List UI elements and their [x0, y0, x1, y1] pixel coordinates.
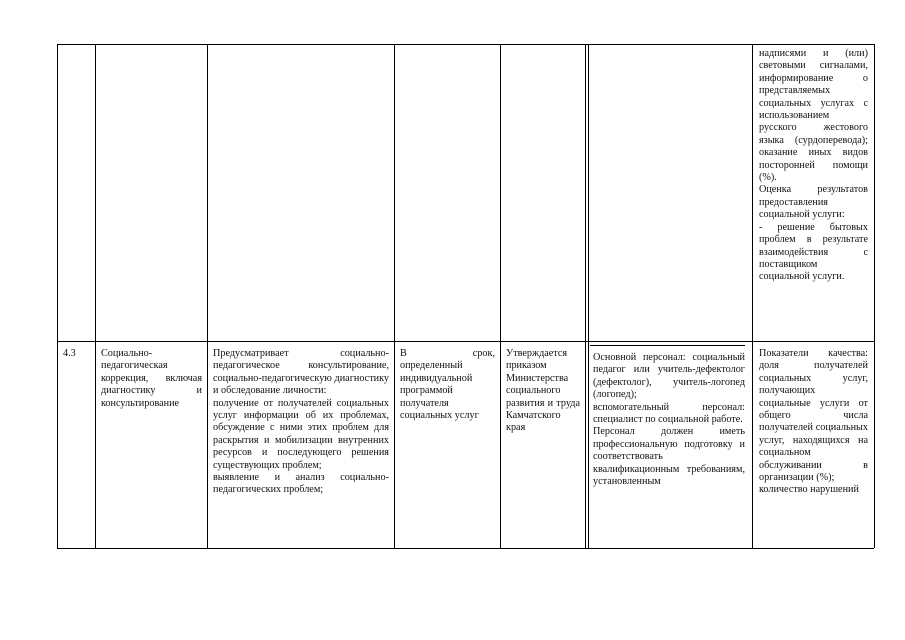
col-border-3	[394, 44, 395, 548]
col-border-7	[874, 44, 875, 548]
col-border-2	[207, 44, 208, 548]
col-border-5b	[588, 44, 589, 548]
col-border-5a	[585, 44, 586, 548]
row2-description-cell: Предусматривает социально-педагогическое консультирование, социально-педагогическую диагностику и обследование личности: получение от получателей социальных услуг информации об их проблемах, обсуждение с ними этих проблем для раскрытия и мобилизации внутренних ресурсов и последующего решения существующих проблем; выявление и анализ социально-педагогических проблем;	[213, 348, 389, 496]
row2-quality-cell: Показатели качества: доля получателей социальных услуг, получающих социальные услуги от общего числа получателей социальных услуг, находящихся на социальном обслуживании в организации (%); количество нарушений	[759, 348, 868, 496]
staff-cell-top-rule	[590, 345, 745, 346]
row2-timing-cell: В срок, определенный индивидуальной программой получателя социальных услуг	[400, 348, 495, 422]
col-border-4	[500, 44, 501, 548]
col-border-1	[95, 44, 96, 548]
row2-service-name-cell: Социально-педагогическая коррекция, включая диагностику и консультирование	[101, 348, 202, 409]
row1-quality-cell: надписями и (или) световыми сигналами, информирование о представляемых социальных услугах с использованием русского жестового языка (сурдоперевода); оказание иных видов посторонней помощи (%). Оценка результатов предоставления социальной услуги: - решение бытовых проблем в результате взаимодействия с поставщиком социальной услуги.	[759, 48, 868, 283]
table-bottom-border	[57, 548, 874, 549]
col-border-6	[752, 44, 753, 548]
row2-norm-cell: Утверждается приказом Министерства социального развития и труда Камчатского края	[506, 348, 580, 434]
row2-staff-cell: Основной персонал: социальный педагог или учитель-дефектолог (дефектолог), учитель-логопед (логопед); вспомогательный персонал: специалист по социальной работе. Персонал должен иметь профессиональную подготовку и соответствовать квалификационным требованиям, установленным	[593, 352, 745, 488]
col-border-0	[57, 44, 58, 548]
row2-number-cell: 4.3	[63, 348, 76, 359]
